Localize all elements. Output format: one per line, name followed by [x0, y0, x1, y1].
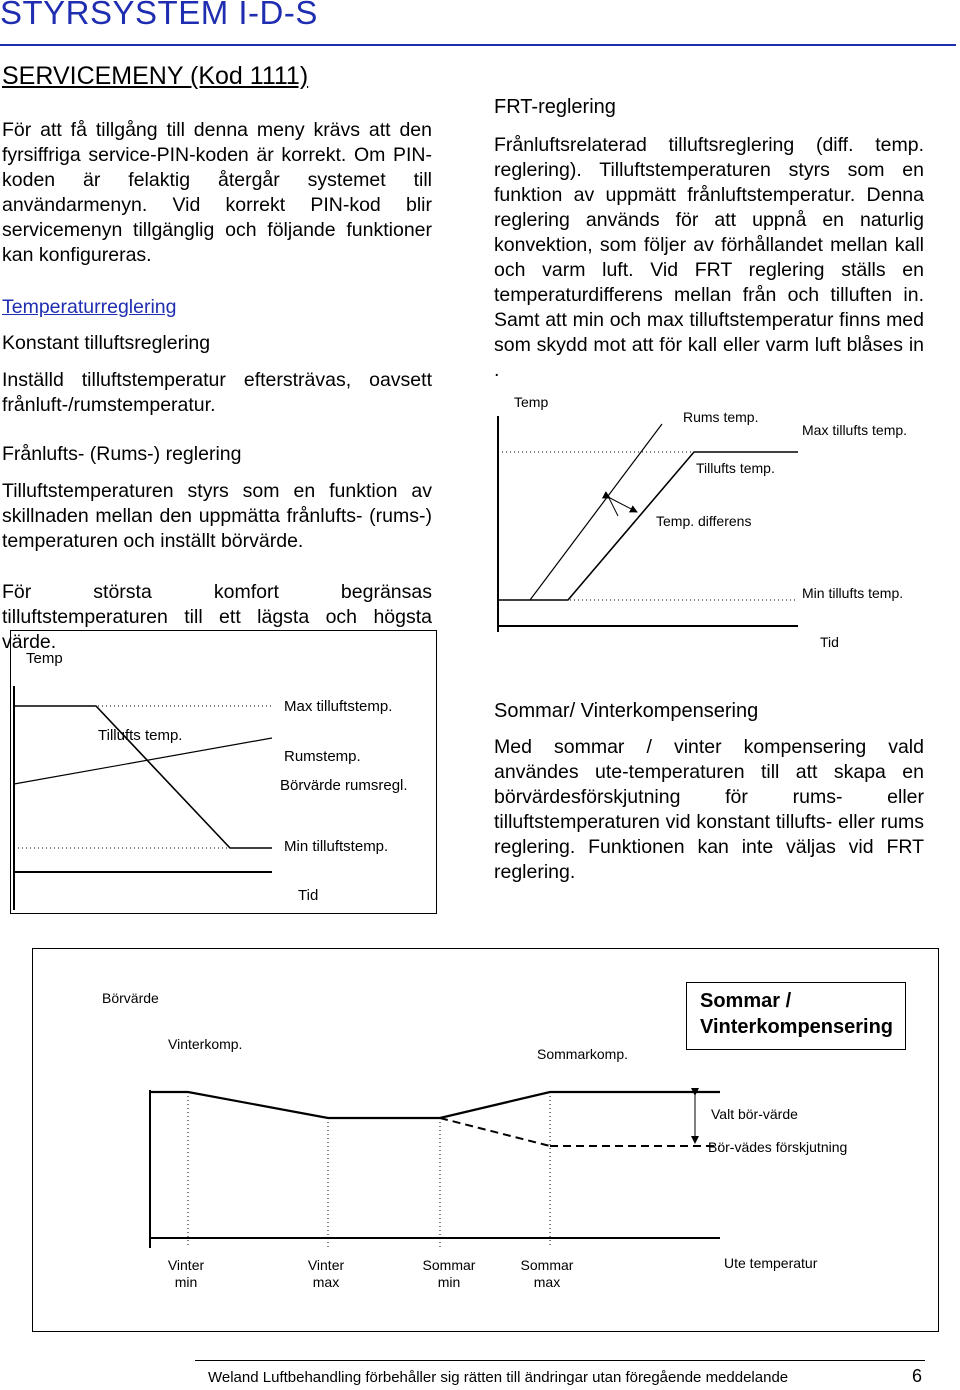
diagram3-forskjutning-label: Bör-vädes förskjutning: [708, 1139, 848, 1155]
diagram1-borvarde-label: Börvärde rumsregl.: [280, 777, 408, 794]
diagram1-rums-line: [14, 738, 272, 784]
konstant-heading: Konstant tilluftsreglering: [2, 332, 211, 354]
diagram2-temp-label: Temp: [514, 394, 549, 410]
diagram3-sommar-max: Sommar max: [520, 1257, 574, 1290]
frt-heading: FRT-reglering: [494, 96, 616, 118]
diagram3-borvarde-label: Börvärde: [102, 990, 159, 1006]
diagram2-diff-arrow: [610, 498, 637, 512]
intro-paragraph: För att få tillgång till denna meny krävs att den fyrsiffriga service-PIN-koden är korrekt. Om PIN-koden är felaktig återgår systemet till användarmenyn. Vid korrekt PIN-kod blir servicemenyn tillgänglig och följande funktioner kan konfigureras.: [2, 119, 432, 266]
diagram1-tillufts-label: Tillufts temp.: [98, 727, 183, 744]
footer-rule: [195, 1360, 925, 1361]
diagram3-lines: [150, 1090, 720, 1248]
diagram2-diff-label: Temp. differens: [656, 513, 752, 529]
diagram1-tid-label: Tid: [298, 887, 319, 904]
frt-text: Frånluftsrelaterad tilluftsreglering (diff. temp. reglering). Tilluftstemperaturen styrs som en funktion av uppmätt frånluftstemperatur. Denna reglering används för att uppnå en naturlig konvektion, som följer av förhållandet mellan kall och varm luft. Vid FRT reglering ställs en temperaturdifferens mellan från och tilluften in. Samt att min och max tilluftstemperatur finns med som skydd mot att för kall eller varm luft blåses in .: [494, 134, 924, 381]
diagram3-sommar-dashed: [440, 1118, 550, 1146]
page-number: 6: [912, 1366, 923, 1386]
franlufts-heading: Frånlufts- (Rums-) reglering: [2, 443, 242, 465]
diagram1-rums-label: Rumstemp.: [284, 748, 361, 765]
diagram3-vinter-max: Vinter max: [307, 1257, 345, 1290]
franlufts-text: Tilluftstemperaturen styrs som en funktion av skillnaden mellan den uppmätta frånlufts- (rums-) temperaturen och inställt börvärde.: [2, 480, 432, 552]
temperaturreglering-heading: Temperaturreglering: [2, 296, 177, 318]
diagram2-tid-label: Tid: [820, 634, 839, 650]
diagram1-temp-label: Temp: [26, 650, 63, 667]
diagram2-max-label: Max tillufts temp.: [802, 422, 908, 438]
servicemeny-heading: SERVICEMENY (Kod 1111): [2, 62, 309, 90]
komfort-text: För största komfort begränsas tilluftstemperaturen till ett lägsta och högsta värde.: [2, 581, 432, 653]
diagram2-min-label: Min tillufts temp.: [802, 585, 904, 601]
diagram2-lines: [498, 416, 798, 632]
diagram3-vinterkomp-label: Vinterkomp.: [168, 1036, 243, 1052]
document-title: STYRSYSTEM I-D-S: [0, 0, 318, 31]
sommar-heading: Sommar/ Vinterkompensering: [494, 700, 759, 722]
diagram2-tillufts-label: Tillufts temp.: [696, 460, 775, 476]
sommar-vinter-title: Sommar / Vinterkompensering: [700, 990, 894, 1038]
diagram2-rums-label: Rums temp.: [683, 409, 759, 425]
diagram2-tillufts-line: [498, 452, 798, 600]
diagram1-max-label: Max tilluftstemp.: [284, 698, 393, 715]
footer-text: Weland Luftbehandling förbehåller sig rätten till ändringar utan föregående meddelande: [208, 1369, 789, 1386]
diagram3-sommar-min: Sommar min: [422, 1257, 476, 1290]
diagram3-vinter-min: Vinter min: [167, 1257, 205, 1290]
sommar-text: Med sommar / vinter kompensering vald användes ute-temperaturen till att skapa en börvärdesförskjutning för rums- eller tilluftstemperaturen vid konstant tillufts- eller rums reglering. Funktionen kan inte väljas vid FRT reglering.: [494, 736, 924, 883]
diagram3-valt-label: Valt bör-värde: [711, 1106, 798, 1122]
diagram1-lines: [14, 686, 272, 910]
diagram2-pointer: [606, 492, 618, 516]
diagram1-min-label: Min tilluftstemp.: [284, 838, 389, 855]
diagram3-ute-label: Ute temperatur: [724, 1255, 818, 1271]
diagram3-sommarkomp-label: Sommarkomp.: [537, 1046, 629, 1062]
diagram3-vinter-curve: [150, 1092, 720, 1118]
konstant-text: Inställd tilluftstemperatur eftersträvas, oavsett frånluft-/rumstemperatur.: [2, 369, 432, 416]
